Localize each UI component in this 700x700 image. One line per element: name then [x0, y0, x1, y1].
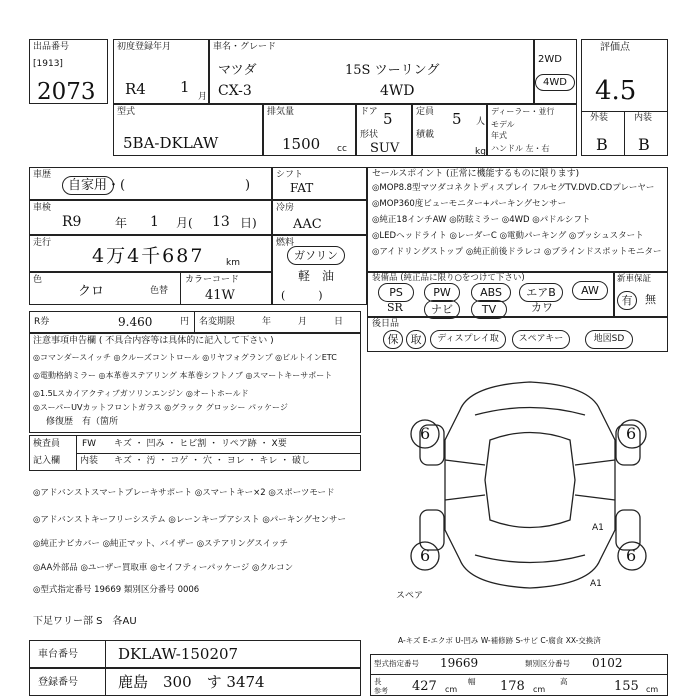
history-close: )	[245, 178, 251, 193]
fw-items: キズ ・ 凹み ・ ヒビ割 ・ リペア跡 ・ X要	[114, 439, 287, 449]
body-outline	[445, 382, 615, 588]
color-label: 色	[33, 275, 43, 285]
cap-unit: 人	[476, 117, 486, 127]
price-note: 年 月 日	[262, 317, 344, 327]
hgt-unit: cm	[646, 685, 659, 694]
load-unit: kg	[475, 147, 486, 157]
score-value: 4.5	[595, 76, 637, 106]
after-item-2: 取	[406, 330, 426, 349]
drive-2wd: 2WD	[538, 54, 562, 65]
dealer-l3: 年式	[491, 131, 507, 140]
fuel-label: 燃料	[276, 238, 295, 248]
class-value: 0102	[592, 656, 623, 670]
after-label: 後日品	[372, 319, 400, 329]
inspect-era: R9	[62, 214, 82, 230]
score-divider-v	[624, 111, 625, 156]
typeno-label: 型式指定番号	[374, 659, 419, 668]
roof	[485, 433, 575, 528]
equip-airbag: エアB	[519, 283, 563, 302]
note-2: ◎電動格納ミラー ◎本革巻ステアリング 本革巻シフトノブ ◎スマートキーサポート	[33, 371, 333, 380]
inspect-label: 車検	[33, 203, 52, 213]
equip-abs: ABS	[471, 283, 511, 302]
ext-grade: B	[596, 135, 608, 154]
ref-label: 参考	[374, 687, 388, 695]
check-hdivider	[76, 453, 361, 454]
ac-label: 冷房	[276, 203, 295, 213]
shape-value: SUV	[370, 141, 400, 156]
reg-label: 初度登録年月	[117, 42, 172, 52]
fuel-gas: ガソリン	[287, 246, 345, 265]
spare-label: スペア	[396, 591, 424, 601]
color-divider	[180, 272, 181, 305]
car-diagram	[400, 370, 660, 600]
trunk	[475, 555, 585, 563]
int-label: 内装	[634, 113, 653, 123]
door-label: ドア	[360, 107, 378, 117]
sales-item-3: ◎純正18インチAW ◎防眩ミラー ◎4WD ◎パドルシフト	[372, 215, 591, 225]
mark-rl: 6	[420, 546, 431, 565]
cap-value: 5	[452, 110, 462, 128]
ext-label: 外装	[590, 113, 609, 123]
chassis-value: DKLAW-150207	[118, 645, 239, 663]
dealer-l1: ディーラー・並行	[491, 107, 555, 116]
lot-number: 2073	[37, 79, 96, 105]
equip-leather: カワ	[531, 301, 553, 314]
wid-value: 178	[500, 679, 525, 694]
legend: A-キズ E-エクボ U-凹み W-補修跡 S-サビ C-腐食 XX-交換済	[398, 636, 601, 645]
plate-label: 登録番号	[38, 677, 78, 688]
repair: 修復歴 有（箇所	[46, 417, 119, 427]
equip-label: 装備品 (純正品に限り○をつけて下さい)	[372, 273, 525, 283]
disp-unit: cc	[337, 144, 347, 154]
mark-a1-side: A1	[592, 523, 604, 533]
mark-fl: 6	[420, 424, 431, 443]
extra-2: ◎アドバンストキーフリーシステム ◎レーンキープアシスト ◎パーキングセンサー	[33, 515, 347, 525]
car-grade: 15S ツーリング	[345, 63, 440, 78]
tire-note: 下足ワリー部 S 各AU	[33, 616, 137, 627]
after-item-5: 地図SD	[585, 330, 633, 349]
len-label: 長	[374, 677, 382, 686]
len-value: 427	[412, 679, 437, 694]
entry-label: 記入欄	[33, 456, 61, 466]
drive-4wd: 4WD	[535, 74, 575, 91]
tone-label: 色替	[150, 286, 169, 296]
int-grade: B	[638, 135, 650, 154]
shift-value: FAT	[290, 181, 314, 195]
code-label: カラーコード	[185, 275, 240, 285]
check-label: 検査員	[33, 439, 61, 449]
fuel-diesel: 軽 油	[298, 269, 335, 283]
wid-unit: cm	[533, 685, 546, 694]
type-label: 型式	[117, 107, 136, 117]
mark-a1-rear: A1	[590, 579, 602, 589]
len-unit: cm	[445, 685, 458, 694]
extra-1: ◎アドバンストスマートブレーキサポート ◎スマートキー×2 ◎スポーツモード	[33, 488, 335, 498]
history-label: 車歴	[33, 170, 52, 180]
note-4: ◎スーパーUVカットフロントガラス ◎グラック グロッシー パッケージ	[33, 403, 288, 412]
spec-hline	[370, 674, 668, 675]
disp-label: 排気量	[267, 107, 295, 117]
sales-item-4: ◎LEDヘッドライト ◎レーダーC ◎電動パーキング ◎プッシュスタート	[372, 231, 644, 241]
fuel-paren: ( )	[281, 289, 323, 302]
mileage-value: 4万4千687	[92, 245, 205, 267]
warranty-label: 新車保証	[617, 274, 652, 284]
price-label: R券	[34, 317, 50, 327]
wid-label: 幅	[468, 677, 476, 686]
equip-tv: TV	[471, 300, 507, 319]
drive-cell	[534, 39, 577, 104]
equip-ps: PS	[378, 283, 414, 302]
inspect-mval: 1	[150, 214, 159, 230]
sales-label: セールスポイント (正常に機能するものに限ります)	[372, 169, 580, 179]
color-value: クロ	[78, 284, 105, 299]
shape-label: 形状	[360, 130, 379, 140]
in-items: キズ ・ 汚 ・ コゲ ・ 穴 ・ ヨレ ・ キレ ・ 破し	[114, 456, 311, 466]
lot-code: [1913]	[33, 59, 63, 69]
type-value: 5BA-DKLAW	[123, 134, 219, 152]
sales-item-5: ◎アイドリングストップ ◎純正前後ドラレコ ◎ブラインドスポットモニター	[372, 247, 662, 257]
equip-aw: AW	[572, 281, 608, 300]
mileage-label: 走行	[33, 238, 52, 248]
load-label: 積載	[416, 130, 435, 140]
plate-value: 鹿島 300 す 3474	[118, 673, 265, 691]
fw-label: FW	[82, 439, 97, 449]
shift-label: シフト	[276, 170, 304, 180]
inspect-d: 日)	[240, 216, 257, 230]
inspect-m: 月(	[176, 216, 193, 230]
car-drive: 4WD	[380, 83, 415, 99]
price-unit: 円	[180, 317, 190, 327]
door-value: 5	[383, 110, 393, 128]
ac-value: AAC	[293, 217, 322, 232]
chassis-label: 車台番号	[38, 649, 78, 660]
after-item-4: スペアキー	[512, 330, 570, 349]
warranty-yes: 有	[617, 291, 637, 310]
hgt-value: 155	[614, 679, 639, 694]
car-make: マツダ	[218, 63, 257, 78]
mileage-unit: km	[226, 258, 240, 268]
history-value: 自家用・(	[68, 178, 126, 193]
note-3: ◎1.5Lスカイアクティブガソリンエンジン ◎オートホールド	[33, 389, 249, 398]
lot-label: 出品番号	[33, 42, 70, 52]
car-label: 車名・グレード	[213, 42, 277, 52]
extra-5: ◎型式指定番号 19669 類別区分番号 0006	[33, 585, 200, 595]
sales-item-2: ◎MOP360度ビューモニター+パーキングセンサー	[372, 199, 567, 209]
price-value: 9.460	[118, 315, 153, 329]
extra-4: ◎AA外部品 ◎ユーザー買取車 ◎セイフティーパッケージ ◎クルコン	[33, 563, 294, 573]
inspect-dval: 13	[212, 214, 230, 230]
extra-3: ◎純正ナビカバー ◎純正マット、バイザー ◎ステアリングスイッチ	[33, 539, 288, 549]
reg-era: R4	[125, 80, 146, 98]
price-note-label: 名変期限	[199, 317, 236, 327]
inspect-y: 年	[115, 216, 128, 230]
hgt-label: 高	[560, 677, 568, 686]
dealer-l2: モデル	[491, 120, 515, 129]
dealer-l4: ハンドル 左・右	[491, 144, 550, 153]
mark-rr: 6	[626, 546, 637, 565]
in-label: 内装	[80, 456, 99, 466]
equip-sr: SR	[387, 301, 403, 314]
reg-unit: 月	[198, 92, 208, 102]
equip-navi: ナビ	[424, 300, 460, 319]
note-1: ◎コマンダースイッチ ◎クルーズコントロール ◎リヤフォグランプ ◎ビルトインETC	[33, 353, 337, 362]
after-item-3: ディスプレイ取	[430, 330, 506, 349]
hood	[475, 408, 585, 416]
class-label: 類別区分番号	[525, 659, 570, 668]
price-divider	[194, 311, 195, 333]
sales-item-1: ◎MOP8.8型マツダコネクトディスプレイ フルセグTV.DVD.CDプレーヤー	[372, 183, 655, 193]
equip-pw: PW	[424, 283, 460, 302]
typeno-value: 19669	[440, 656, 479, 670]
score-label: 評価点	[600, 42, 630, 53]
mark-fr: 6	[626, 424, 637, 443]
code-value: 41W	[205, 288, 235, 303]
reg-month: 1	[180, 78, 190, 96]
notes-header: 注意事項申告欄 ( 不具合内容等は具体的に記入して下さい )	[33, 336, 274, 346]
car-model: CX-3	[218, 83, 252, 99]
disp-value: 1500	[282, 135, 321, 153]
warranty-no: 無	[645, 293, 656, 306]
cap-label: 定員	[416, 107, 435, 117]
after-item-1: 保	[383, 330, 403, 349]
